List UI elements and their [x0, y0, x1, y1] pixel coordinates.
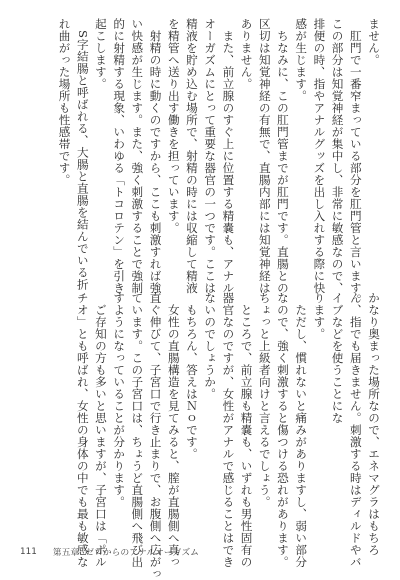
text-line: 女性の直腸構造を見てみると、膣が直腸側へ真っ	[166, 292, 181, 568]
text-line: ありません。	[239, 18, 254, 90]
text-line: 器官なのですが、女性がアナルで感じることはでき	[221, 292, 236, 568]
text-block-top	[55, 18, 383, 306]
text-line: ちなみに、この肛門管までが肛門です。直腸との	[275, 18, 290, 294]
text-line: もちろん、答えはＮｏです。	[184, 292, 199, 460]
text-line: ご存知の方も多いと思いますが、子宮口は「ポル	[93, 292, 108, 568]
text-line: S字結腸と呼ばれる、大腸と直腸を結んでいる折	[75, 18, 90, 291]
text-line: 射精の時に動くのですから、ここも刺激すれば強	[148, 18, 163, 294]
page-footer	[20, 545, 199, 558]
text-line: ないのでしょうか。	[203, 292, 218, 400]
text-line: 排便の時、指やアナルグッズを出し入れする際に快	[312, 18, 327, 294]
text-line: 直ぐ伸びて、子宮口で行き止まりで、お腹側へ広がっ	[148, 292, 163, 580]
text-line: なので、強く刺激すると傷つける恐れがあります。	[275, 292, 290, 568]
text-line: ません。	[367, 18, 381, 66]
text-line: 肛門で一番窄まっている部分を肛門管と言います。	[348, 18, 363, 306]
text-line: ています。この子宮口は、ちょうど直腸側へ飛び出	[130, 292, 145, 568]
text-line: 区切は知覚神経の有無で、直腸内部には知覚神経は	[257, 18, 272, 294]
text-line: 的に射精する現象、いわゆる「トコロテン」を引き	[112, 18, 127, 294]
text-line: イブなどを使うことにな	[330, 292, 345, 424]
text-line: また、前立腺のすぐ上に位置する精嚢も、アナル	[221, 18, 236, 294]
text-line: 起こします。	[93, 18, 108, 90]
chapter-title: ゼロからのアナルオーガズム	[85, 548, 199, 558]
text-line: ところで、前立腺も精嚢も、いずれも男性固有の	[239, 292, 254, 568]
text-line: すようになっていることが分かります。	[112, 292, 127, 508]
text-line: ちょっと上級者向けと言えるでしょう。	[257, 292, 272, 508]
text-line: かなり奥まった場所なので、エネマグラはもちろ	[367, 292, 381, 556]
text-line: ただし、慣れないと痛みがありますし、弱い部分	[294, 292, 309, 568]
text-line: オーガズムにとって重要な器官の一つです。ここは	[203, 18, 218, 294]
text-line: を精管へ送り出す働きを担っています。	[166, 18, 181, 234]
text-line: い快感が生じます。また、強く刺激することで強制	[130, 18, 145, 294]
text-line: れ曲がった場所も性感帯です。	[57, 18, 72, 186]
chapter-label: 第五章	[52, 548, 80, 558]
text-line: ります。	[312, 292, 327, 340]
text-line: 感が生じます。	[294, 18, 309, 102]
page-number: 111	[20, 546, 37, 557]
text-line: チオ」とも呼ばれ、女性の身体の中でも最も敏感な	[75, 292, 90, 568]
text-line: ん、指でも届きません。刺激する時はディルドやバ	[348, 292, 363, 568]
text-line: 精液を貯め込む場所で、射精の時には収縮して精液	[184, 18, 199, 294]
text-line: この部分は知覚神経が集中し、非常に敏感なので、	[330, 18, 345, 294]
